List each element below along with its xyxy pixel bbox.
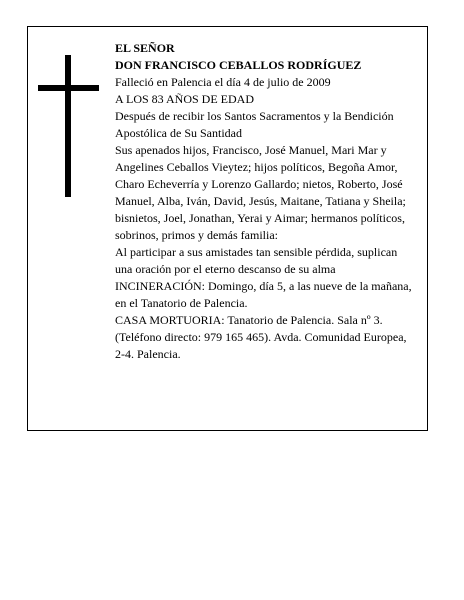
obituary-text: [115, 40, 416, 363]
cremation-details: INCINERACIÓN: Domingo, día 5, a las nueve de la mañana, en el Tanatorio de Palencia.: [115, 279, 412, 310]
family-list: Sus apenados hijos, Francisco, José Manuel, Mari Mar y Angelines Ceballos Vieytez; hijos políticos, Begoña Amor, Charo Echeverría y Lorenzo Gallardo; nietos, Roberto, José Manuel, Alba, Iván, David, Jesús, Maitane, Tatiana y Sheila; bisnietos, Joel, Jonathan, Yerai y Aimar; hermanos políticos, sobrinos, primos y demás familia:: [115, 143, 406, 242]
prayer-request: Al participar a sus amistades tan sensible pérdida, suplican una oración por el eterno descanso de su alma: [115, 245, 398, 276]
cross-horizontal-bar: [38, 85, 99, 91]
cross-vertical-bar: [65, 55, 71, 197]
funeral-home-details: CASA MORTUORIA: Tanatorio de Palencia. Sala nº 3. (Teléfono directo: 979 165 465). Avda. Comunidad Europea, 2-4. Palencia.: [115, 313, 407, 361]
deceased-name: DON FRANCISCO CEBALLOS RODRÍGUEZ: [115, 58, 362, 72]
death-date-place: Falleció en Palencia el día 4 de julio de 2009: [115, 75, 331, 89]
sacraments-text: Después de recibir los Santos Sacramentos y la Bendición Apostólica de Su Santidad: [115, 109, 394, 140]
age-at-death: A LOS 83 AÑOS DE EDAD: [115, 92, 255, 106]
notice-title: EL SEÑOR: [115, 41, 175, 55]
